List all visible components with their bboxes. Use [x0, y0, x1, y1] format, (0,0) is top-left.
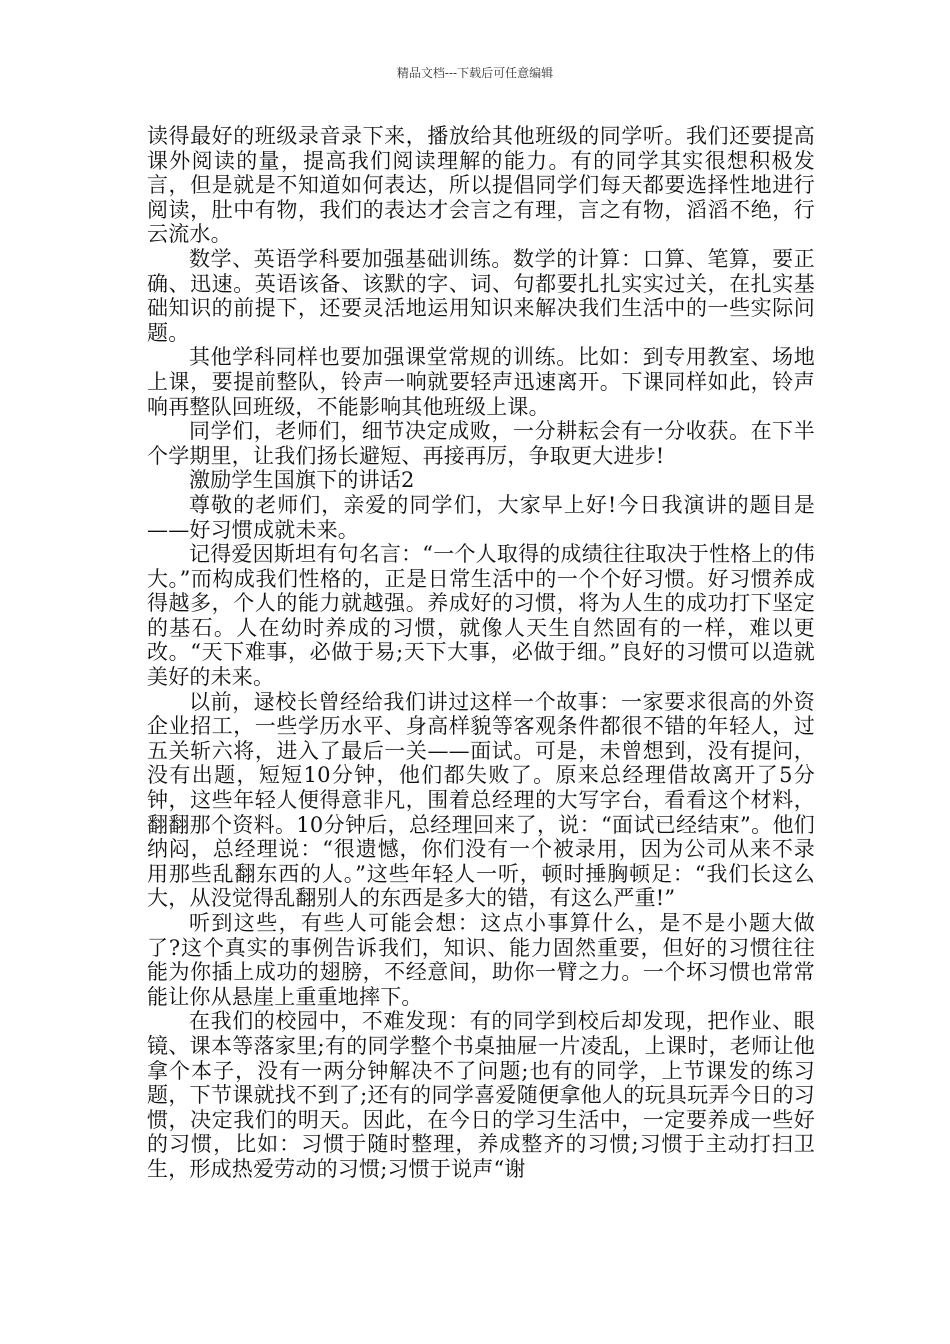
paragraph: 在我们的校园中，不难发现：有的同学到校后却发现，把作业、眼镜、课本等落家里;有的同学整个书桌抽屉一片凌乱，上课时，老师让他拿个本子，没有一两分钟解决不了问题;也有的同学，上节课发的练习题，下节课就找不到了;还有的同学喜爱随便拿他人的玩具玩弄今日的习惯，决定我们的明天。因此，在今日的学习生活中，一定要养成一些好的习惯，比如：习惯于随时整理，养成整齐的习惯;习惯于主动打扫卫生，形成热爱劳动的习惯;习惯于说声“谢 — [147, 1009, 815, 1181]
paragraph-continued: 读得最好的班级录音录下来，播放给其他班级的同学听。我们还要提高课外阅读的量，提高我们阅读理解的能力。有的同学其实很想积极发言，但是就是不知道如何表达，所以提倡同学们每天都要选择性地进行阅读，肚中有物，我们的表达才会言之有理，言之有物，滔滔不绝，行云流水。 — [147, 124, 815, 247]
paragraph: 数学、英语学科要加强基础训练。数学的计算：口算、笔算，要正确、迅速。英语该备、该默的字、词、句都要扎扎实实过关，在扎实基础知识的前提下，还要灵活地运用知识来解决我们生活中的一些实际问题。 — [147, 246, 815, 345]
paragraph: 同学们，老师们，细节决定成败，一分耕耘会有一分收获。在下半个学期里，让我们扬长避短、再接再厉，争取更大进步! — [147, 419, 815, 468]
section-title: 激励学生国旗下的讲话2 — [189, 468, 415, 493]
paragraph: 尊敬的老师们，亲爱的同学们，大家早上好!今日我演讲的题目是——好习惯成就未来。 — [147, 492, 815, 542]
document-body — [147, 124, 815, 1182]
paragraph: 听到这些，有些人可能会想：这点小事算什么，是不是小题大做了?这个真实的事例告诉我们，知识、能力固然重要，但好的习惯往往能为你插上成功的翅膀，不经意间，助你一臂之力。一个坏习惯也常常能让你从悬崖上重重地摔下。 — [147, 911, 815, 1009]
paragraph: 其他学科同样也要加强课堂常规的训练。比如：到专用教室、场地上课，要提前整队，铃声一响就要轻声迅速离开。下课同样如此，铃声响再整队回班级，不能影响其他班级上课。 — [147, 345, 815, 419]
paragraph: 记得爱因斯坦有句名言：“一个人取得的成绩往往取决于性格上的伟大。”而构成我们性格的，正是日常生活中的一个个好习惯。好习惯养成得越多，个人的能力就越强。养成好的习惯，将为人生的成功打下坚定的基石。人在幼时养成的习惯，就像人天生自然固有的一样，难以更改。“天下难事，必做于易;天下大事，必做于细。”良好的习惯可以造就美好的未来。 — [147, 542, 815, 690]
paragraph: 以前，逯校长曾经给我们讲过这样一个故事：一家要求很高的外资企业招工，一些学历水平、身高样貌等客观条件都很不错的年轻人，过五关斩六将，进入了最后一关——面试。可是，未曾想到，没有提问，没有出题，短短10分钟，他们都失败了。原来总经理借故离开了5分钟，这些年轻人便得意非凡，围着总经理的大写字台，看看这个材料，翻翻那个资料。10分钟后，总经理回来了，说：“面试已经结束”。他们纳闷，总经理说：“很遗憾，你们没有一个被录用，因为公司从来不录用那些乱翻东西的人。”这些年轻人一听，顿时捶胸顿足：“我们长这么大，从没觉得乱翻别人的东西是多大的错，有这么严重!” — [147, 689, 815, 911]
page-header: 精品文档---下载后可任意编辑 — [396, 66, 554, 80]
